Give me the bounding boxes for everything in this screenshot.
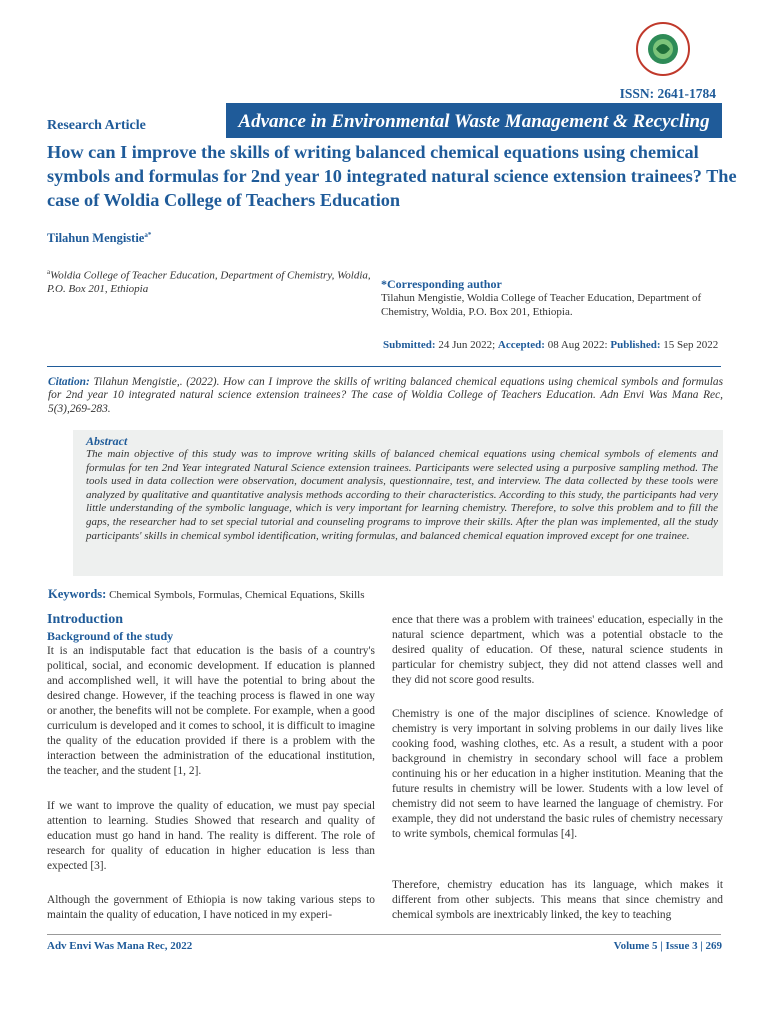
- footer-divider: [47, 934, 721, 935]
- paper-title: How can I improve the skills of writing balanced chemical equations using chemical symbols and formulas for 2nd year 10 integrated natural science extension trainees? The case of Woldia College of Teachers Education: [47, 142, 737, 210]
- citation: [48, 376, 723, 416]
- keywords-label: Keywords:: [48, 587, 107, 601]
- author: [47, 231, 151, 246]
- paragraph: Although the government of Ethiopia is now taking various steps to maintain the quality of education, I have noticed in my experi-: [47, 894, 375, 921]
- journal-banner: Advance in Environmental Waste Management & Recycling: [226, 103, 722, 138]
- keywords-text: Chemical Symbols, Formulas, Chemical Equations, Skills: [109, 589, 365, 601]
- subsection-heading: Background of the study: [47, 629, 174, 643]
- author-name: Tilahun Mengistie: [47, 231, 145, 246]
- affiliation-sup: a: [47, 268, 51, 276]
- divider: [47, 366, 721, 367]
- citation-label: Citation:: [48, 376, 90, 388]
- abstract-heading: Abstract: [86, 434, 128, 448]
- accepted-label: Accepted:: [497, 339, 545, 351]
- corresponding-heading: *Corresponding author: [381, 277, 502, 291]
- paragraph: It is an indisputable fact that education is the basis of a country's political, social, and economic development. If education is planned and accomplished well, it will have the potential to bring about the desired change. However, if the teaching process is flawed in one way or another, the benefits will not be complete. For example, when a good curriculum is developed and it comes to school, it is difficult to imagine the quality of the education provided if there is a problem with the interaction between the administration of the educational institution, the teacher, and the student [1, 2].: [47, 645, 375, 777]
- author-sup: a*: [144, 231, 152, 239]
- keywords: [48, 587, 365, 602]
- paragraph: Chemistry is one of the major disciplines of science. Knowledge of chemistry is very important in solving problems in our daily lives like cooking food, washing clothes, etc. As a result, a student with a poor background in chemistry in secondary school will face a problem continuing his or her education in a higher institution. Meaning that the future results in chemistry will be lower. Students with a low level of chemistry did not seem to have learned the language of chemistry. For example, they did not understand the basic rules of chemistry necessary to write symbols, chemical formulas [4].: [392, 708, 723, 840]
- paragraph: If we want to improve the quality of education, we must pay special attention to learning. Studies Showed that research and quality of education must go hand in hand. The reality is different. The role of research for quality of education in higher education is less than expected [3].: [47, 800, 375, 872]
- footer-journal: Adv Envi Was Mana Rec, 2022: [47, 940, 193, 952]
- published-label: Published:: [610, 339, 661, 351]
- paragraph: Therefore, chemistry education has its language, which makes it different from other subjects. This means that since chemistry and chemical symbols are inextricably linked, the key to teaching: [392, 879, 723, 921]
- corresponding-text: Tilahun Mengistie, Woldia College of Teacher Education, Department of Chemistry, Woldia, P.O. Box 201, Ethiopia.: [381, 292, 702, 318]
- article-type: Research Article: [47, 118, 146, 133]
- published-date: 15 Sep 2022: [663, 339, 719, 351]
- section-heading: Introduction: [47, 612, 123, 627]
- paragraph: ence that there was a problem with trainees' education, especially in the natural science department, which was a potential obstacle to the desired quality of education. Of these, natural science students in particular for chemistry subject, they did not attend classes well and they did not score good results.: [392, 614, 723, 686]
- affiliation-text: Woldia College of Teacher Education, Department of Chemistry, Woldia, P.O. Box 201, Ethiopia: [47, 269, 371, 295]
- corresponding-author: [381, 277, 721, 319]
- abstract-text: The main objective of this study was to improve writing skills of balanced chemical equations using chemical symbols of elements and formulas for ten 2nd Year integrated Natural Science extension trainees. Participants were selected using a purposive sampling method. The tools used in data collection were observation, document analysis, questionnaire, test, and interview. The data collected by these tools were analyzed by qualitative and quantitative analysis methods according to their characteristics. According to this study, the participants had very little understanding of the symbolic language, which is very important for learning chemistry. Therefore, to solve this problem and to fill the gaps, the researcher had to set special tutorial and counseling programs to improve their skills. After the plan was implemented, all the study participants' skills in chemical symbol identification, writing formulas, and balanced chemical equation improved except for one trainee.: [86, 448, 718, 542]
- submitted-date: 24 Jun 2022;: [438, 339, 496, 351]
- dates: [383, 339, 723, 351]
- submitted-label: Submitted:: [383, 339, 436, 351]
- citation-text: Tilahun Mengistie,. (2022). How can I improve the skills of writing balanced chemical equations using chemical symbols and formulas for 2nd year 10 integrated natural science extension trainees? The case of Woldia College of Teachers Education. Adn Envi Was Mana Rec, 5(3),269-283.: [48, 376, 723, 415]
- footer-volume: Volume 5 | Issue 3 | 269: [613, 940, 722, 952]
- accepted-date: 08 Aug 2022:: [547, 339, 608, 351]
- journal-logo: [636, 22, 690, 76]
- issn: ISSN: 2641-1784: [619, 86, 716, 101]
- affiliation: [47, 266, 377, 296]
